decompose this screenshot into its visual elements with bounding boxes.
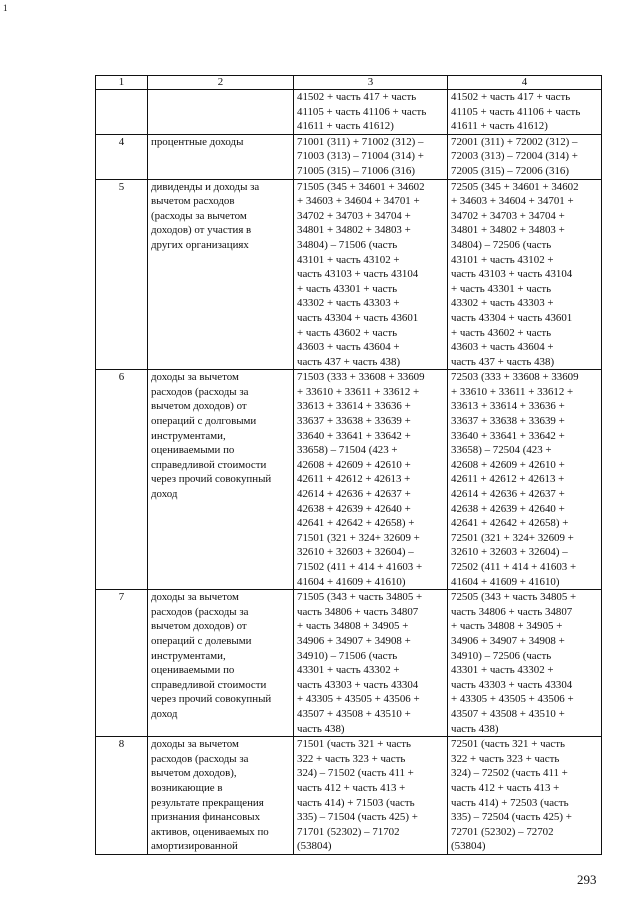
cell-line: 43302 + часть 43303 + bbox=[451, 297, 554, 310]
formula-cell-col4 bbox=[448, 179, 602, 370]
cell-line: вычетом расходов bbox=[151, 195, 235, 208]
cell-line: признания финансовых bbox=[151, 811, 261, 824]
cell-line: 33637 + 33638 + 33639 + bbox=[451, 415, 565, 428]
cell-line: 71501 (321 + 324+ 32609 + bbox=[297, 531, 420, 544]
cell-line: + 43305 + 43505 + 43506 + bbox=[297, 693, 420, 706]
cell-line: 324) – 71502 (часть 411 + bbox=[297, 767, 414, 780]
row-number: 6 bbox=[96, 370, 148, 590]
cell-line: доход bbox=[151, 707, 178, 720]
cell-line: 72003 (313) – 72004 (314) + bbox=[451, 150, 578, 163]
cell-line: расходов (расходы за bbox=[151, 752, 249, 765]
cell-line: других организациях bbox=[151, 238, 249, 251]
cell-line: 41502 + часть 417 + часть bbox=[451, 91, 571, 103]
cell-line: 72505 (343 + часть 34805 + bbox=[451, 591, 577, 604]
header-cell: 4 bbox=[448, 76, 602, 90]
cell-line: 43603 + часть 43604 + bbox=[297, 341, 400, 354]
cell-line: 34702 + 34703 + 34704 + bbox=[451, 209, 565, 222]
formula-cell-col4 bbox=[448, 370, 602, 590]
cell-line: доход bbox=[151, 488, 178, 501]
cell-line: + часть 43301 + часть bbox=[451, 282, 552, 295]
formula-cell-col3 bbox=[294, 370, 448, 590]
cell-line: 34906 + 34907 + 34908 + bbox=[297, 634, 411, 647]
cell-line: 71005 (315) – 71006 (316) bbox=[297, 164, 415, 177]
cell-line: 43507 + 43508 + 43510 + bbox=[297, 707, 411, 720]
row-number: 5 bbox=[96, 179, 148, 370]
cell-line: 71701 (52302) – 71702 bbox=[297, 825, 400, 838]
cell-line: 72701 (52302) – 72702 bbox=[451, 825, 554, 838]
cell-line: часть 43103 + часть 43104 bbox=[297, 268, 419, 281]
header-cell: 1 bbox=[96, 76, 148, 90]
cell-line: часть 437 + часть 438) bbox=[297, 355, 401, 368]
cell-line: 41502 + часть 417 + часть bbox=[297, 91, 417, 103]
cell-line: 41604 + 41609 + 41610) bbox=[451, 575, 560, 588]
cell-line: 34804) – 71506 (часть bbox=[297, 238, 398, 251]
cell-line: 72005 (315) – 72006 (316) bbox=[451, 164, 569, 177]
table-row bbox=[96, 737, 602, 855]
cell-line: 41611 + часть 41612) bbox=[297, 120, 394, 133]
cell-line: 42608 + 42609 + 42610 + bbox=[297, 458, 411, 471]
cell-line: часть 43304 + часть 43601 bbox=[297, 311, 419, 324]
cell-line: 41611 + часть 41612) bbox=[451, 120, 548, 133]
cell-line: 72001 (311) + 72002 (312) – bbox=[451, 135, 578, 148]
table-row bbox=[96, 590, 602, 737]
formula-cell-col4 bbox=[448, 134, 602, 179]
cell-line: расходов (расходы за bbox=[151, 605, 249, 618]
cell-line: 72503 (333 + 33608 + 33609 bbox=[451, 371, 579, 384]
cell-line: инструментами, bbox=[151, 649, 226, 662]
cell-line: 322 + часть 323 + часть bbox=[451, 752, 560, 765]
formula-cell-col3 bbox=[294, 90, 448, 135]
cell-line: 34801 + 34802 + 34803 + bbox=[451, 224, 565, 237]
cell-line: вычетом доходов) от bbox=[151, 400, 247, 413]
cell-line: часть 414) + 72503 (часть bbox=[451, 796, 569, 809]
cell-line: часть 34806 + часть 34807 bbox=[451, 605, 573, 618]
header-cell: 2 bbox=[148, 76, 294, 90]
cell-line: (расходы за вычетом bbox=[151, 209, 247, 222]
indicator-name-cell bbox=[148, 737, 294, 855]
cell-line: 324) – 72502 (часть 411 + bbox=[451, 767, 568, 780]
formula-cell-col4 bbox=[448, 90, 602, 135]
row-number: 8 bbox=[96, 737, 148, 855]
cell-line: часть 43103 + часть 43104 bbox=[451, 268, 573, 281]
cell-line: 335) – 72504 (часть 425) + bbox=[451, 811, 572, 824]
cell-line: + 33610 + 33611 + 33612 + bbox=[451, 385, 574, 398]
cell-line: + часть 34808 + 34905 + bbox=[451, 620, 563, 633]
cell-line: (53804) bbox=[297, 840, 332, 853]
cell-line: 335) – 71504 (часть 425) + bbox=[297, 811, 418, 824]
indicator-name-cell bbox=[148, 90, 294, 135]
cell-line: 42614 + 42636 + 42637 + bbox=[297, 488, 411, 501]
cell-line: 43301 + часть 43302 + bbox=[297, 664, 400, 677]
cell-line: вычетом доходов), bbox=[151, 767, 237, 780]
cell-line: оцениваемыми по bbox=[151, 664, 235, 677]
cell-line: 34702 + 34703 + 34704 + bbox=[297, 209, 411, 222]
cell-line: 43101 + часть 43102 + bbox=[297, 253, 400, 266]
cell-line: часть 414) + 71503 (часть bbox=[297, 796, 415, 809]
cell-line: часть 34806 + часть 34807 bbox=[297, 605, 419, 618]
row-number bbox=[96, 90, 148, 135]
cell-line: инструментами, bbox=[151, 429, 226, 442]
indicator-name-cell bbox=[148, 370, 294, 590]
cell-line: операций с долговыми bbox=[151, 415, 257, 428]
cell-line: вычетом доходов) от bbox=[151, 620, 247, 633]
cell-line: 41105 + часть 41106 + часть bbox=[297, 105, 427, 118]
cell-line: 33658) – 72504 (423 + bbox=[451, 444, 552, 457]
cell-line: справедливой стоимости bbox=[151, 678, 267, 691]
row-number: 7 bbox=[96, 590, 148, 737]
cell-line: 71505 (345 + 34601 + 34602 bbox=[297, 180, 425, 193]
formula-table bbox=[95, 75, 602, 855]
table-header-row bbox=[96, 76, 602, 90]
indicator-name-cell bbox=[148, 179, 294, 370]
cell-line: 33658) – 71504 (423 + bbox=[297, 444, 398, 457]
row-number: 4 bbox=[96, 134, 148, 179]
cell-line: часть 412 + часть 413 + bbox=[297, 781, 406, 794]
cell-line: доходы за вычетом bbox=[151, 591, 239, 604]
formula-cell-col3 bbox=[294, 590, 448, 737]
cell-line: часть 412 + часть 413 + bbox=[451, 781, 560, 794]
cell-line: часть 438) bbox=[451, 722, 499, 735]
cell-line: процентные доходы bbox=[151, 135, 244, 148]
cell-line: расходов (расходы за bbox=[151, 385, 249, 398]
cell-line: операций с долевыми bbox=[151, 634, 252, 647]
cell-line: амортизированной bbox=[151, 840, 238, 853]
cell-line: + 34603 + 34604 + 34701 + bbox=[297, 195, 420, 208]
cell-line: оцениваемыми по bbox=[151, 444, 235, 457]
cell-line: + 43305 + 43505 + 43506 + bbox=[451, 693, 574, 706]
cell-line: 34910) – 72506 (часть bbox=[451, 649, 552, 662]
cell-line: + часть 34808 + 34905 + bbox=[297, 620, 409, 633]
cell-line: часть 43303 + часть 43304 bbox=[451, 678, 573, 691]
formula-cell-col4 bbox=[448, 590, 602, 737]
cell-line: через прочий совокупный bbox=[151, 693, 272, 706]
formula-cell-col3 bbox=[294, 179, 448, 370]
formula-cell-col3 bbox=[294, 737, 448, 855]
cell-line: 71001 (311) + 71002 (312) – bbox=[297, 135, 424, 148]
formula-cell-col3 bbox=[294, 134, 448, 179]
cell-line: 71501 (часть 321 + часть bbox=[297, 738, 411, 751]
cell-line: 33613 + 33614 + 33636 + bbox=[297, 400, 411, 413]
cell-line: 34906 + 34907 + 34908 + bbox=[451, 634, 565, 647]
page-number: 293 bbox=[577, 872, 597, 887]
cell-line: 33613 + 33614 + 33636 + bbox=[451, 400, 565, 413]
cell-line: 32610 + 32603 + 32604) – bbox=[297, 546, 414, 559]
cell-line: возникающие в bbox=[151, 781, 223, 794]
cell-line: 72501 (321 + 324+ 32609 + bbox=[451, 531, 574, 544]
table-row bbox=[96, 370, 602, 590]
cell-line: + 33610 + 33611 + 33612 + bbox=[297, 385, 420, 398]
cell-line: справедливой стоимости bbox=[151, 458, 267, 471]
cell-line: 33637 + 33638 + 33639 + bbox=[297, 415, 411, 428]
cell-line: 43507 + 43508 + 43510 + bbox=[451, 707, 565, 720]
cell-line: + часть 43602 + часть bbox=[297, 326, 398, 339]
cell-line: 72501 (часть 321 + часть bbox=[451, 738, 565, 751]
header-cell: 3 bbox=[294, 76, 448, 90]
cell-line: 43101 + часть 43102 + bbox=[451, 253, 554, 266]
formula-cell-col4 bbox=[448, 737, 602, 855]
cell-line: + часть 43602 + часть bbox=[451, 326, 552, 339]
cell-line: 43603 + часть 43604 + bbox=[451, 341, 554, 354]
cell-line: часть 43303 + часть 43304 bbox=[297, 678, 419, 691]
cell-line: 71503 (333 + 33608 + 33609 bbox=[297, 371, 425, 384]
cell-line: часть 437 + часть 438) bbox=[451, 355, 555, 368]
table-row bbox=[96, 90, 602, 135]
cell-line: 42614 + 42636 + 42637 + bbox=[451, 488, 565, 501]
cell-line: 32610 + 32603 + 32604) – bbox=[451, 546, 568, 559]
cell-line: часть 43304 + часть 43601 bbox=[451, 311, 573, 324]
cell-line: 42611 + 42612 + 42613 + bbox=[451, 473, 565, 486]
table-row bbox=[96, 179, 602, 370]
corner-mark: 1 bbox=[3, 3, 8, 13]
cell-line: доходов) от участия в bbox=[151, 224, 252, 237]
cell-line: 42641 + 42642 + 42658) + bbox=[297, 517, 415, 530]
cell-line: 42641 + 42642 + 42658) + bbox=[451, 517, 569, 530]
cell-line: результате прекращения bbox=[151, 796, 264, 809]
cell-line: 322 + часть 323 + часть bbox=[297, 752, 406, 765]
cell-line: 72505 (345 + 34601 + 34602 bbox=[451, 180, 579, 193]
cell-line: + часть 43301 + часть bbox=[297, 282, 398, 295]
indicator-name-cell bbox=[148, 134, 294, 179]
cell-line: активов, оцениваемых по bbox=[151, 825, 269, 838]
cell-line: 43301 + часть 43302 + bbox=[451, 664, 554, 677]
cell-line: 42611 + 42612 + 42613 + bbox=[297, 473, 411, 486]
cell-line: 71502 (411 + 414 + 41603 + bbox=[297, 561, 423, 573]
cell-line: 33640 + 33641 + 33642 + bbox=[297, 429, 411, 442]
cell-line: доходы за вычетом bbox=[151, 738, 239, 751]
cell-line: 33640 + 33641 + 33642 + bbox=[451, 429, 565, 442]
cell-line: 71003 (313) – 71004 (314) + bbox=[297, 150, 424, 163]
cell-line: 72502 (411 + 414 + 41603 + bbox=[451, 561, 577, 573]
cell-line: 71505 (343 + часть 34805 + bbox=[297, 591, 423, 604]
cell-line: часть 438) bbox=[297, 722, 345, 735]
cell-line: 42638 + 42639 + 42640 + bbox=[297, 502, 411, 515]
cell-line: 42608 + 42609 + 42610 + bbox=[451, 458, 565, 471]
indicator-name-cell bbox=[148, 590, 294, 737]
cell-line: 41604 + 41609 + 41610) bbox=[297, 575, 406, 588]
cell-line: 34910) – 71506 (часть bbox=[297, 649, 398, 662]
cell-line: через прочий совокупный bbox=[151, 473, 272, 486]
cell-line: 34804) – 72506 (часть bbox=[451, 238, 552, 251]
cell-line: 34801 + 34802 + 34803 + bbox=[297, 224, 411, 237]
cell-line: + 34603 + 34604 + 34701 + bbox=[451, 195, 574, 208]
cell-line: 41105 + часть 41106 + часть bbox=[451, 105, 581, 118]
cell-line: доходы за вычетом bbox=[151, 371, 239, 384]
cell-line: 42638 + 42639 + 42640 + bbox=[451, 502, 565, 515]
cell-line: 43302 + часть 43303 + bbox=[297, 297, 400, 310]
cell-line: (53804) bbox=[451, 840, 486, 853]
table-row bbox=[96, 134, 602, 179]
cell-line: дивиденды и доходы за bbox=[151, 180, 260, 193]
